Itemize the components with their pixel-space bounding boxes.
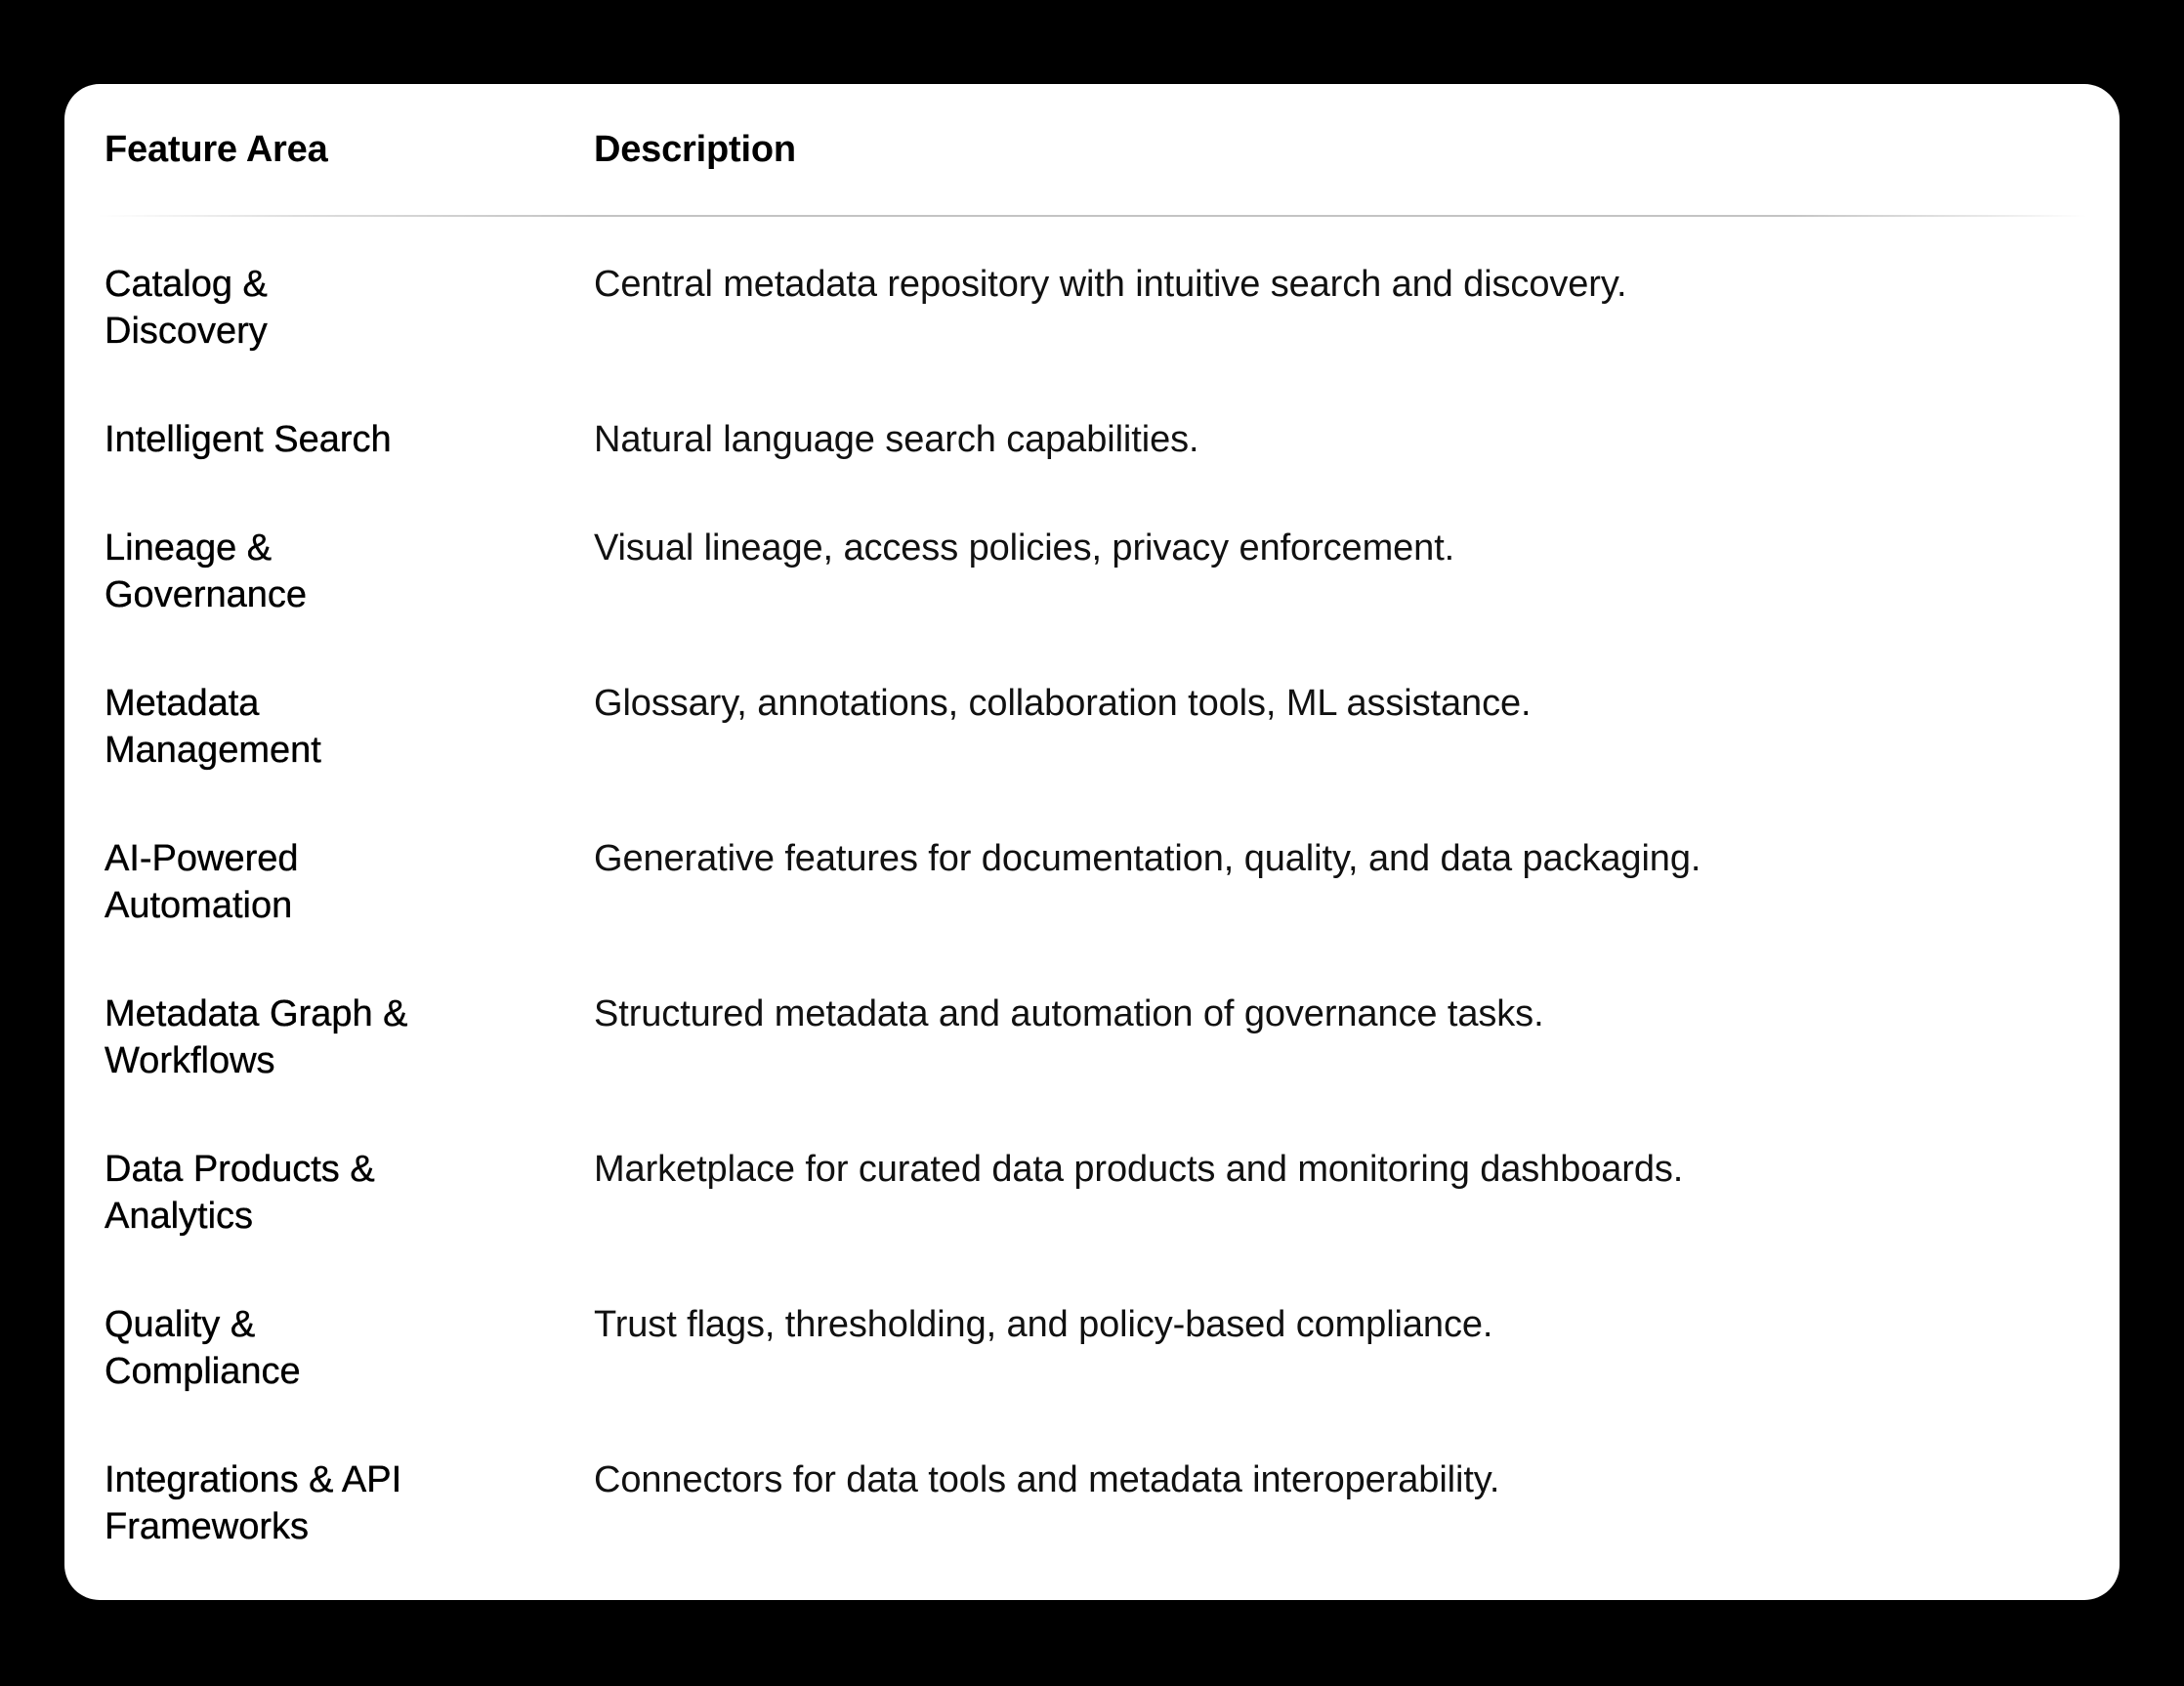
table-row <box>64 991 2120 1146</box>
description-cell: Trust flags, thresholding, and policy-based compliance. <box>594 1304 1493 1345</box>
table-row <box>64 680 2120 835</box>
feature-area-cell <box>105 1456 476 1550</box>
description-cell: Structured metadata and automation of governance tasks. <box>594 993 1544 1034</box>
table-row <box>64 416 2120 525</box>
feature-area-line: Workflows <box>105 1040 275 1081</box>
description-cell: Marketplace for curated data products and monitoring dashboards. <box>594 1149 1684 1190</box>
feature-area-cell <box>105 991 476 1084</box>
description-cell: Connectors for data tools and metadata interoperability. <box>594 1459 1500 1500</box>
feature-area-cell <box>105 261 476 355</box>
description-cell: Visual lineage, access policies, privacy enforcement. <box>594 527 1455 569</box>
header-divider <box>98 215 2086 217</box>
table-row <box>64 1301 2120 1456</box>
feature-area-cell <box>105 835 476 929</box>
table-row <box>64 1146 2120 1301</box>
table-row <box>64 835 2120 991</box>
feature-area-cell <box>105 525 476 618</box>
feature-area-line: Metadata Graph & <box>105 993 408 1034</box>
feature-area-line: Compliance <box>105 1351 301 1392</box>
column-header-description: Description <box>594 129 796 170</box>
table-body <box>64 261 2120 1600</box>
feature-area-line: Data Products & <box>105 1149 375 1190</box>
feature-area-line: Integrations & API <box>105 1459 402 1500</box>
feature-area-line: Lineage & <box>105 527 273 569</box>
feature-area-line: AI-Powered <box>105 838 299 879</box>
feature-area-line: Governance <box>105 574 308 615</box>
table-header-row <box>64 126 2120 173</box>
feature-area-line: Discovery <box>105 311 268 352</box>
column-header-feature-area: Feature Area <box>105 129 328 170</box>
feature-area-line: Intelligent Search <box>105 419 392 460</box>
description-cell: Natural language search capabilities. <box>594 419 1199 460</box>
feature-area-line: Analytics <box>105 1196 254 1237</box>
feature-area-cell <box>105 1146 476 1240</box>
feature-area-line: Catalog & <box>105 264 268 305</box>
description-cell: Central metadata repository with intuitive search and discovery. <box>594 264 1627 305</box>
feature-table-card <box>64 84 2120 1600</box>
feature-area-cell <box>105 1301 476 1395</box>
feature-area-line: Automation <box>105 885 293 926</box>
feature-area-line: Metadata <box>105 683 260 724</box>
feature-area-cell <box>105 416 476 463</box>
table-row <box>64 261 2120 416</box>
feature-area-cell <box>105 680 476 774</box>
description-cell: Glossary, annotations, collaboration tools, ML assistance. <box>594 683 1532 724</box>
feature-area-line: Quality & <box>105 1304 256 1345</box>
description-cell: Generative features for documentation, quality, and data packaging. <box>594 838 1701 879</box>
table-row <box>64 525 2120 680</box>
table-row <box>64 1456 2120 1600</box>
feature-area-line: Management <box>105 730 321 771</box>
feature-area-line: Frameworks <box>105 1506 310 1547</box>
